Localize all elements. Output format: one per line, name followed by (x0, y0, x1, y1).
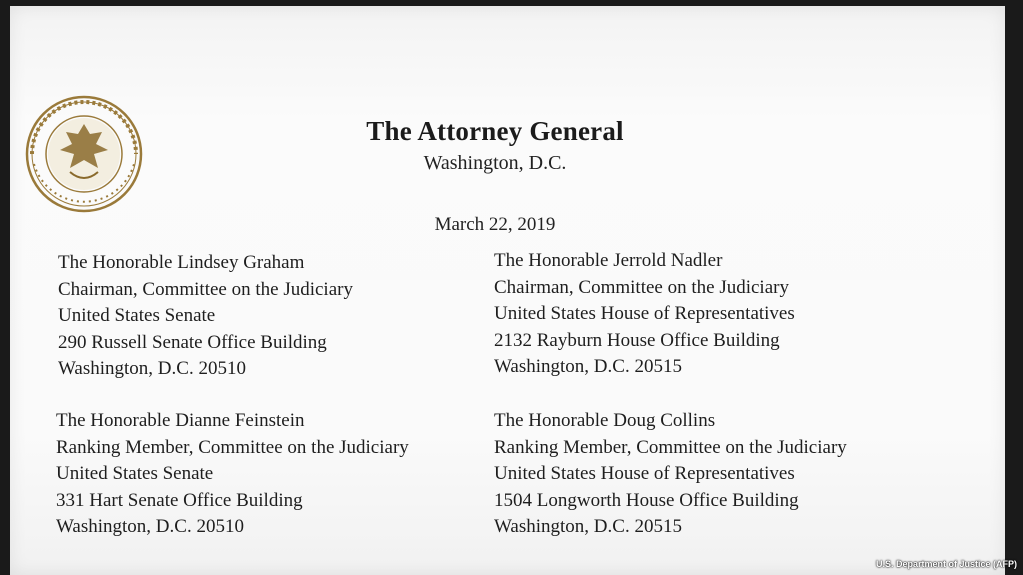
photo-credit: U.S. Department of Justice (AFP) (875, 559, 1017, 569)
address-line: Washington, D.C. 20510 (56, 516, 244, 537)
address-line: United States House of Representatives (494, 463, 795, 484)
recipient-address-block (58, 250, 353, 383)
address-line: 2132 Rayburn House Office Building (494, 329, 780, 351)
address-line: Washington, D.C. 20515 (494, 356, 682, 377)
letterhead-title: The Attorney General (366, 116, 624, 146)
letterhead-location: Washington, D.C. (423, 152, 567, 174)
address-line: The Honorable Jerrold Nadler (494, 250, 723, 271)
address-line: The Honorable Dianne Feinstein (56, 410, 305, 431)
address-line: The Honorable Doug Collins (494, 410, 716, 431)
recipient-address-block (494, 408, 847, 541)
letter-date: March 22, 2019 (434, 214, 556, 235)
address-line: 290 Russell Senate Office Building (58, 331, 327, 353)
address-line: Chairman, Committee on the Judiciary (58, 278, 353, 300)
address-line: United States Senate (56, 463, 214, 484)
address-line: 1504 Longworth House Office Building (494, 489, 799, 511)
recipient-address-block (56, 408, 409, 541)
address-line: Washington, D.C. 20515 (494, 516, 682, 537)
address-line: Chairman, Committee on the Judiciary (494, 276, 789, 298)
letter-page (10, 6, 1005, 575)
address-line: 331 Hart Senate Office Building (56, 489, 303, 511)
recipient-address-block (494, 248, 795, 381)
address-line: United States Senate (58, 305, 216, 326)
address-line: Ranking Member, Committee on the Judiciary (56, 436, 409, 458)
address-line: Washington, D.C. 20510 (58, 358, 246, 379)
address-line: Ranking Member, Committee on the Judiciary (494, 436, 847, 458)
address-line: United States House of Representatives (494, 303, 795, 324)
address-line: The Honorable Lindsey Graham (58, 252, 305, 273)
